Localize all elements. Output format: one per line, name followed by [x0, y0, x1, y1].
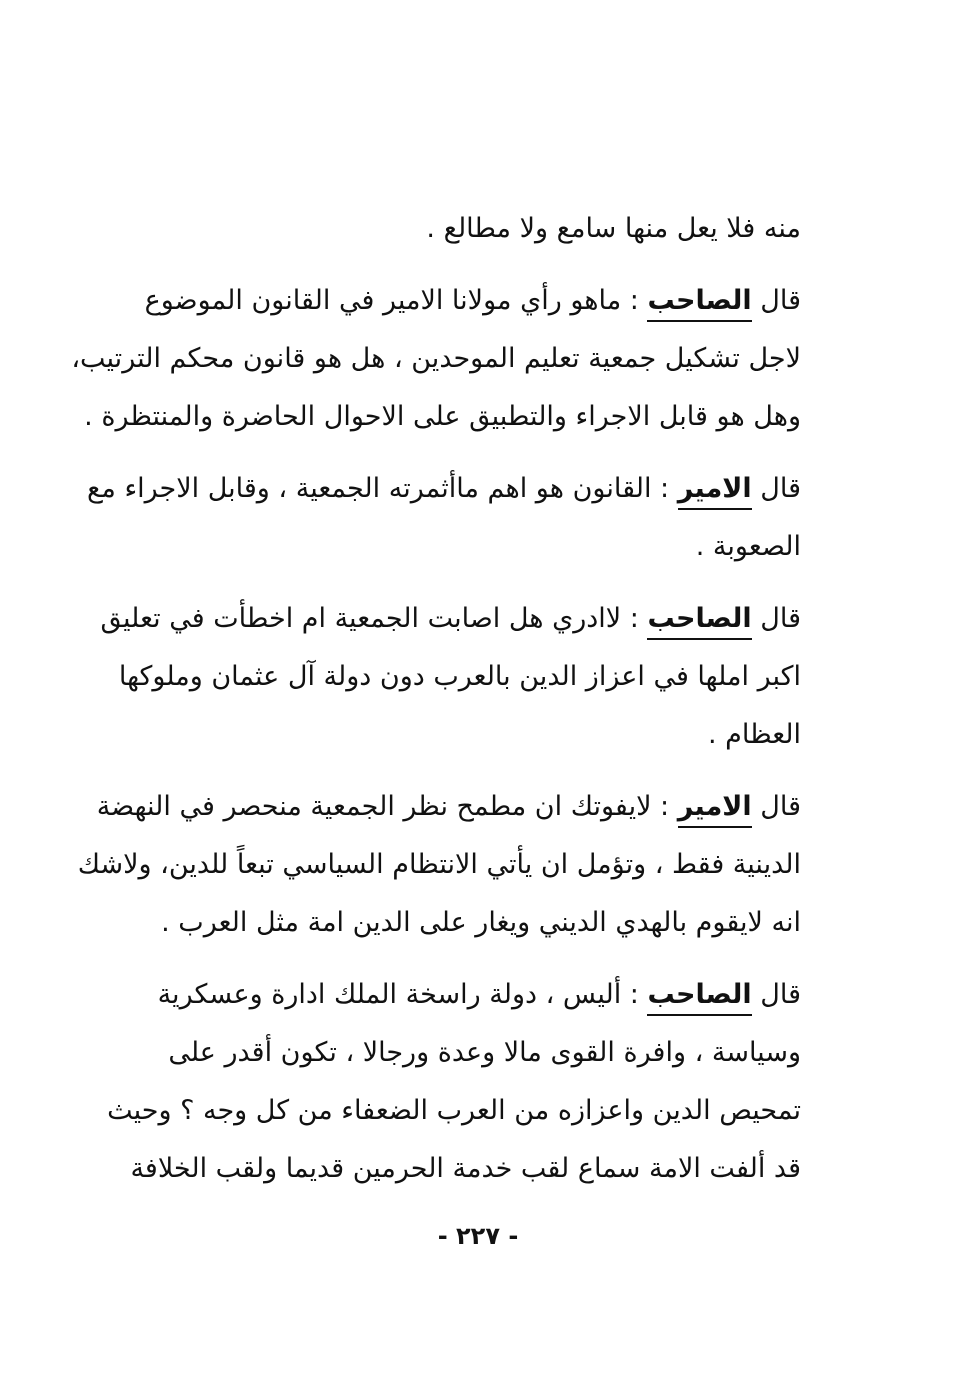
- text-line: الدينية فقط ، وتؤمل ان يأتي الانتظام السياسي تبعاً للدين، ولاشك: [77, 849, 801, 880]
- speaker-line: قال الامير : لايفوتك ان مطمح نظر الجمعية منحصر في النهضة: [185, 778, 801, 836]
- text-line: انه لايقوم بالهدي الديني ويغار على الدين امة مثل العرب .: [161, 907, 801, 938]
- text-line: قد ألفت الامة سماع لقب خدمة الحرمين قديما ولقب الخلافة: [130, 1153, 801, 1184]
- text-line: الصعوبة .: [695, 531, 801, 562]
- speaker-name: الصاحب: [647, 285, 751, 322]
- text-line: تمحيص الدين واعزازه من العرب الضعفاء من كل وجه ؟ وحيث: [107, 1095, 801, 1126]
- speaker-line: قال الصاحب : لاادري هل اصابت الجمعية ام اخطأت في تعليق: [185, 590, 801, 648]
- paragraph-gap: [185, 952, 801, 966]
- page-number: - ٢٢٧ -: [437, 1222, 519, 1250]
- speaker-line: قال الصاحب : ماهو رأي مولانا الامير في القانون الموضوع: [185, 272, 801, 330]
- paragraph-gap: [185, 446, 801, 460]
- text-line: اكبر املها في اعزاز الدين بالعرب دون دولة آل عثمان وملوكها: [118, 661, 801, 692]
- text-line: منه فلا يعل منها سامع ولا مطالع .: [426, 213, 801, 244]
- paragraph-gap: [185, 576, 801, 590]
- text-line: لاجل تشكيل جمعية تعليم الموحدين ، هل هو قانون محكم الترتيب،: [71, 343, 801, 374]
- speaker-line: قال الامير : القانون هو اهم ماأثمرته الجمعية ، وقابل الاجراء مع: [185, 460, 801, 518]
- text-line: العظام .: [707, 719, 801, 750]
- body-text: [71, 200, 801, 1198]
- speaker-name: الصاحب: [647, 603, 751, 640]
- speaker-name: الامير: [678, 473, 752, 510]
- speaker-name: الامير: [678, 791, 752, 828]
- text-line: وسياسة ، وافرة القوى مالا وعدة ورجالا ، تكون أقدر على: [168, 1037, 801, 1068]
- speaker-name: الصاحب: [647, 979, 751, 1016]
- text-line: وهل هو قابل الاجراء والتطبيق على الاحوال الحاضرة والمنتظرة .: [84, 401, 801, 432]
- speaker-line: قال الصاحب : أليس ، دولة راسخة الملك ادارة وعسكرية: [185, 966, 801, 1024]
- paragraph-gap: [185, 764, 801, 778]
- paragraph-gap: [185, 258, 801, 272]
